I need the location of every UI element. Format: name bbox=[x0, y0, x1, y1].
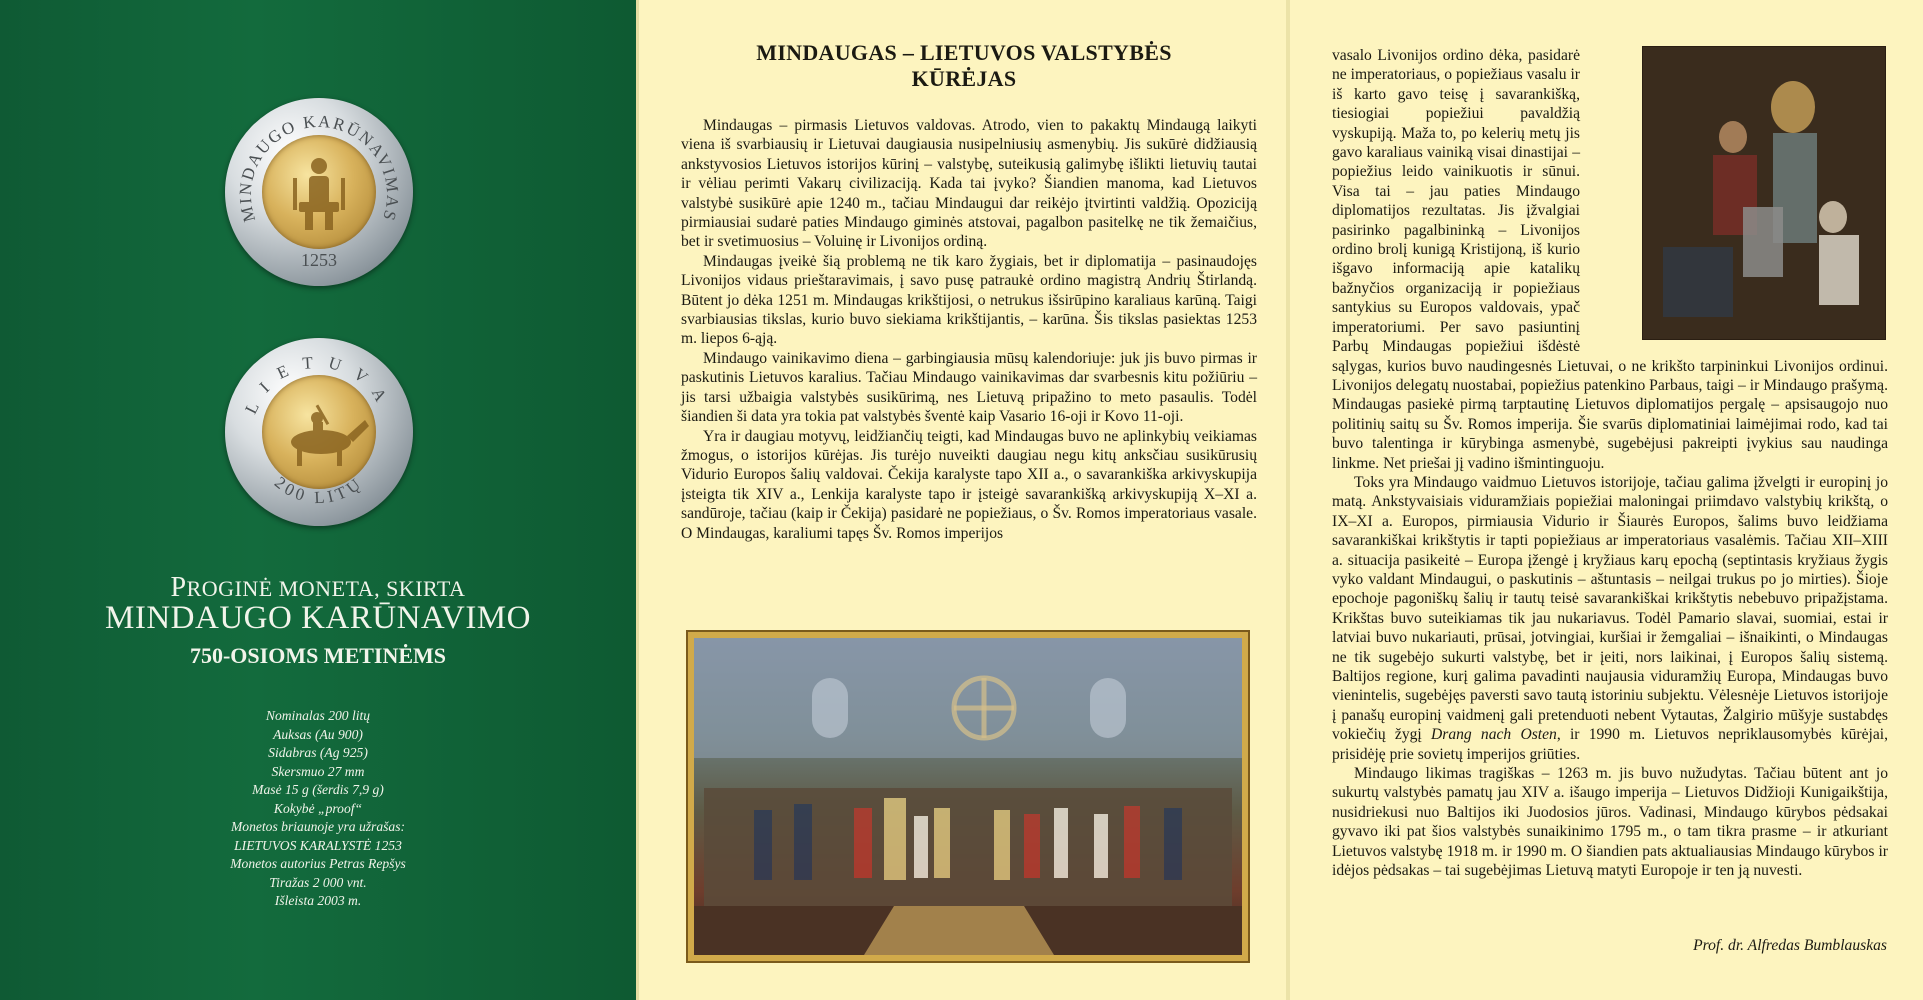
coin-reverse-denomination: 200 LITŲ bbox=[270, 472, 368, 508]
spec-line: Masė 15 g (šerdis 7,9 g) bbox=[252, 782, 384, 797]
svg-text:200 LITŲ bbox=[271, 473, 367, 507]
spec-line: Kokybė „proof“ bbox=[273, 800, 363, 816]
coin-obverse bbox=[225, 98, 413, 286]
article-paragraph-tail: , ir 1990 m. Lietuvos nepriklausomybės kūrėjai, prisidėję prie sovietų imperijos griūties. bbox=[1332, 726, 1889, 763]
spec-line: Monetos briaunoje yra užrašas: bbox=[230, 819, 406, 834]
article-author: Prof. dr. Alfredas Bumblauskas bbox=[1693, 937, 1887, 954]
caption-line-3: 750-OSIOMS METINĖMS bbox=[189, 643, 447, 668]
green-cover-panel bbox=[0, 0, 636, 1000]
spec-line: Išleista 2003 m. bbox=[274, 893, 362, 908]
spec-line: Skersmuo 27 mm bbox=[271, 763, 365, 779]
article-paragraph: vasalo Livonijos ordino dėka, pasidarė ne imperatoriaus, o popiežiaus vasalu ir iš karto gavo teisę į savarankišką, tiesiogiai popiežiui pavaldžią vyskupiją. Maža to, po kelerių metų jis gavo karaliaus vainiką visai dinastijai – popiežius leido vainikuotis ir sūnui. Visa tai – jau paties Mindaugo diplomatijos rezultatas. Jis įžvalgiai pasirinko pagalbininką – Livonijos ordino brolį kunigą Kristijoną, iš kurio išgavo informaciją apie katalikų bažnyčios organizaciją ir popiežiaus santykius su Europos valdovais, ypač imperatoriumi. Per savo pasiuntinį Parbų Mindaugas popiežiui išdėstė sąlygas, kurios buvo naudingesnės Lietuvai, o ne krikšto tarpininkui Livonijos ordinui. Livonijos delegatų nuostabai, popiežius patenkino Parbaus, taigi – ir Mindaugo prašymą. Mindaugas pasiekė pirmą tarptautinę Lietuvos diplomatijos pergalę – apsisaugojo nuo politinių saitų su Šv. Romos imperija. Šie svarūs diplomatiniai laimėjimai rodo, kad tai buvo talentinga ir kūrybinga asmenybė, sugebėjusi pakreipti įvykius sau naudinga linkme. Net priešai jį vadino išmintinguoju. bbox=[1332, 47, 1888, 472]
article-body-middle bbox=[681, 116, 1257, 543]
article-paragraph: Mindaugo vainikavimo diena – garbingiausia mūsų kalendoriuje: juk jis buvo pirmas ir paskutinis Lietuvos karalius. Tačiau Mindaugo vainikavimas dar svarbesnis kitu požiūriu – jis tarsi užbaigia valstybės susikūrimą, nes Lietuvą pripažino to meto pasaulis. Todėl šiandien ši data yra tokia pat valstybės šventė kaip Vasario 16-oji ir Kovo 11-oji. bbox=[681, 349, 1257, 426]
coin-obverse-legend: MINDAUGO KARŪNAVIMAS bbox=[235, 111, 403, 225]
spec-line: LIETUVOS KARALYSTĖ 1253 bbox=[234, 837, 402, 853]
article-title-line-1: MINDAUGAS – LIETUVOS VALSTYBĖS bbox=[756, 40, 1172, 65]
spec-line: Nominalas 200 litų bbox=[265, 708, 371, 723]
coin-reverse-figure bbox=[225, 338, 413, 526]
article-title bbox=[639, 40, 1289, 92]
coin-reverse bbox=[225, 338, 413, 526]
article-title-line-2: KŪRĖJAS bbox=[911, 66, 1017, 91]
coronation-scene-image bbox=[694, 638, 1242, 955]
article-paragraph bbox=[1332, 473, 1888, 764]
article-body-right bbox=[1332, 46, 1888, 880]
coronation-painting bbox=[688, 632, 1248, 961]
spec-line: Auksas (Au 900) bbox=[273, 726, 363, 742]
caption-line-2: MINDAUGO KARŪNAVIMO bbox=[105, 600, 531, 636]
article-paragraph: Mindaugas – pirmasis Lietuvos valdovas. Atrodo, vien to pakaktų Mindaugą laikyti viena iš svarbiausių ir Lietuvai daugiausia nusipelniusių asmenybių. Jis sukūrė didžiausią ankstyvosios Lietuvos istorijos kūrinį – valstybę, suteikusią galimybę išlikti lietuvių tautai ir vėliau perimti Vakarų civilizaciją. Kada tai įvyko? Šiandien manoma, kad Lietuvos valstybė susikūrė apie 1240 m., tačiau Mindaugui dar reikėjo įtvirtinti valdžią. Opoziciją pirmiausiai sudarė paties Mindaugo giminės atstovai, pagalbon pasitelkę ne tik žemaičius, bet ir svetimuosius – Voluinę ir Livonijos ordiną. bbox=[681, 117, 1257, 251]
italic-phrase: Drang nach Osten bbox=[1430, 726, 1557, 744]
coin-obverse-figure bbox=[225, 98, 413, 286]
king-figure-icon bbox=[293, 158, 345, 230]
spec-line: Monetos autorius Petras Repšys bbox=[230, 856, 406, 871]
caption-line-1-rest: ROGINĖ MONETA, SKIRTA bbox=[186, 576, 466, 601]
fresco-placeholder bbox=[1590, 46, 1888, 346]
coin-reverse-legend: LIETUVA bbox=[241, 352, 397, 417]
spec-line: Tiražas 2 000 vnt. bbox=[269, 874, 367, 890]
article-paragraph: Mindaugas įveikė šią problemą ne tik karo žygiais, bet ir diplomatija – pasinaudojęs Livonijos vidaus prieštaravimais, į savo pusę patraukė ordino magistrą Andrių Štirlandą. Būtent jo dėka 1251 m. Mindaugas krikštijosi, o netrukus išsirūpino karaliaus karūną. Taigi svarbiausias tikslas, kurio buvo siekiama krikštijantis, – karūna. Šis tikslas pasiektas 1253 m. liepos 6-ąją. bbox=[681, 252, 1257, 348]
article-paragraph: Yra ir daugiau motyvų, leidžiančių teigti, kad Mindaugas buvo ne aplinkybių veikiamas žmogus, o istorijos kūrėjas. Jis turėjo nuveikti daugiau negu kitų anksčiau susikūrusių Vidurio Europos šalių valdovai. Čekija karalyste tapo XII a., o savarankiška arkivyskupija įsteigta tik XIV a., Lenkija karalyste tapo ir įsteigė savarankišką arkivyskupiją X–XI a. sandūroje, tačiau (kaip ir Čekija) pasidarė ne popiežiaus, o Šv. Romos imperatoriaus vasale. O Mindaugas, karaliumi tapęs Šv. Romos imperijos bbox=[681, 427, 1257, 542]
coin-obverse-year: 1253 bbox=[301, 250, 337, 270]
spec-line: Sidabras (Ag 925) bbox=[268, 745, 368, 760]
vytis-horseman-icon bbox=[291, 404, 369, 466]
coin-specifications bbox=[0, 707, 636, 911]
article-paragraph-text: Toks yra Mindaugo vaidmuo Lietuvos istorijoje, tačiau galima įžvelgti ir europinį jo matą. Ankstyvaisiais viduramžiais popiežiai maloningai priimdavo valstybių krikštą, o IX–XI a. Europos, pirmiausia Vidurio ir Šiaurės Europos, šalims buvo leidžiama savarankiškai krikštytis ir tapti popiežiaus ar imperatoriaus vasalėmis. Tačiau XII–XIII a. situacija pasikeitė – Europa įžengė į kryžiaus karų epochą (septintasis kryžiaus žygis vyko valdant Mindaugui, o paskutinis – aštuntasis – neilgai trukus po jo mirties). Šioje epochoje pagoniškų šalių ir tautų teisė savarankiškai krikštytis nebebuvo pripažįstama. Krikštas buvo suteikiamas tik jau nukariavus. Todėl Pamario slavai, suomiai, estai ir latviai buvo nukariauti, prūsai, jotvingiai, kuršiai ir žemgaliai – išnaikinti, o Mindaugas ne tik sugebėjo sukurti valstybę, bet ir įeiti, nors laikinai, į Europos šalių sistemą. Baltijos regione, kurį galima pavadinti naujausia viduramžių Europa, Mindaugas buvo vienintelis, sugebėjęs paversti savo tautą istoriniu subjektu. Vėlesnėje Lietuvos istorijoje į panašų europinį vaidmenį gali pretenduoti nebent Vytautas, Žalgirio mūšyje sustabdęs vokiečių žygį bbox=[1332, 473, 1888, 744]
caption-line-1-initial: P bbox=[170, 572, 187, 603]
article-paragraph: Mindaugo likimas tragiškas – 1263 m. jis buvo nužudytas. Tačiau būtent ant jo sukurtų valstybės pamatų jau XIV a. išaugo imperija – Lietuvos Didžioji Kunigaikštija, nusidriekusi nuo Baltijos iki Juodosios jūros. Vadinasi, Mindaugo kūrybos pėdsakai gyvavo iki pat šios valstybės sunaikinimo 1795 m., o tam tikra prasme – ir atkuriant Lietuvos valstybę 1918 m. ir 1990 m. O šiandien pats aktualiausias Mindaugo kūrybos ir idėjos pėdsakas – tai sugebėjimas Lietuvą matyti Europoje ir ten ją nuvesti. bbox=[1332, 765, 1888, 880]
